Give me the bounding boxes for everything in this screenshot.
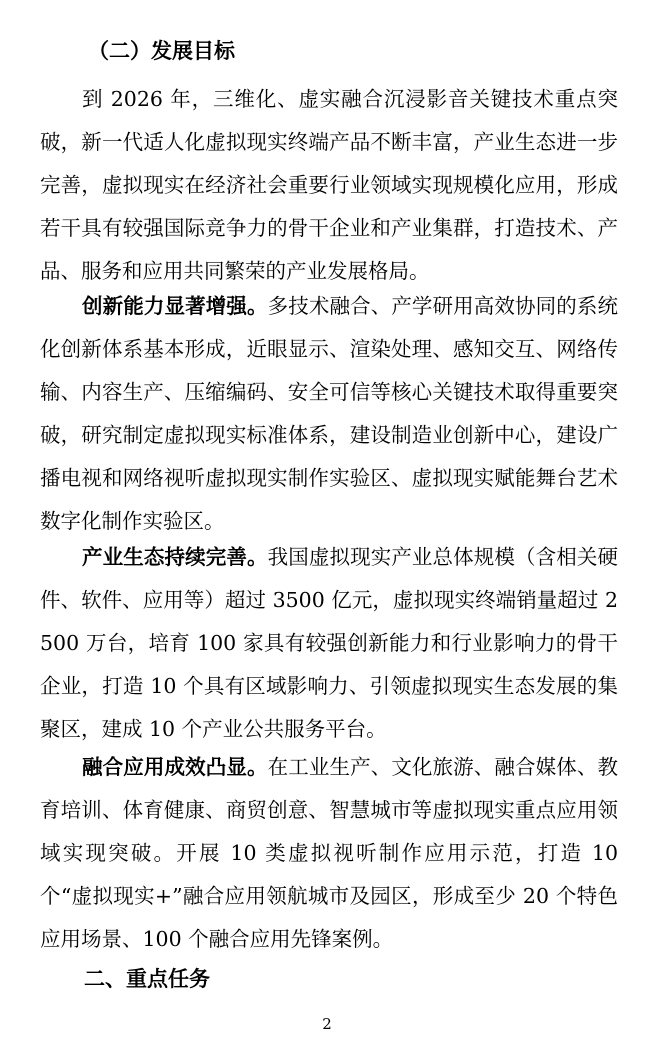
paragraph-body: 在工业生产、文化旅游、融合媒体、教育培训、体育健康、商贸创意、智慧城市等虚拟现实重点应用领域实现突破。开展 10 类虚拟视听制作应用示范，打造 10 个“虚拟现实+”融合应用领航城市及园区，形成至少 20 个特色应用场景、100 个融合应用先锋案例。 bbox=[40, 755, 619, 951]
paragraph-lead: 产业生态持续完善。 bbox=[82, 545, 268, 569]
paragraph-lead: 融合应用成效凸显。 bbox=[82, 755, 268, 779]
intro-paragraph: 到 2026 年，三维化、虚实融合沉浸影音关键技术重点突破，新一代适人化虚拟现实终端产品不断丰富，产业生态进一步完善，虚拟现实在经济社会重要行业领域实现规模化应用，形成若干具有较强国际竞争力的骨干企业和产业集群，打造技术、产品、服务和应用共同繁荣的产业发展格局。 bbox=[40, 87, 618, 283]
paragraph-application bbox=[40, 746, 618, 961]
section-heading-key-tasks: 二、重点任务 bbox=[84, 966, 210, 991]
paragraph-lead: 创新能力显著增强。 bbox=[82, 294, 268, 318]
paragraph-ecosystem bbox=[40, 536, 618, 751]
paragraph-body: 多技术融合、产学研用高效协同的系统化创新体系基本形成，近眼显示、渲染处理、感知交互、网络传输、内容生产、压缩编码、安全可信等核心关键技术取得重要突破，研究制定虚拟现实标准体系，建设制造业创新中心，建设广播电视和网络视听虚拟现实制作实验区、虚拟现实赋能舞台艺术数字化制作实验区。 bbox=[40, 294, 619, 533]
subheading-development-goals: （二）发展目标 bbox=[88, 38, 235, 63]
paragraph-body: 我国虚拟现实产业总体规模（含相关硬件、软件、应用等）超过 3500 亿元，虚拟现实终端销量超过 2500 万台，培育 100 家具有较强创新能力和行业影响力的骨干企业，打造 10 个具有区域影响力、引领虚拟现实生态发展的集聚区，建成 10 个产业公共服务平台。 bbox=[40, 545, 619, 741]
page-number: 2 bbox=[322, 1015, 332, 1033]
paragraph-innovation bbox=[40, 285, 618, 543]
